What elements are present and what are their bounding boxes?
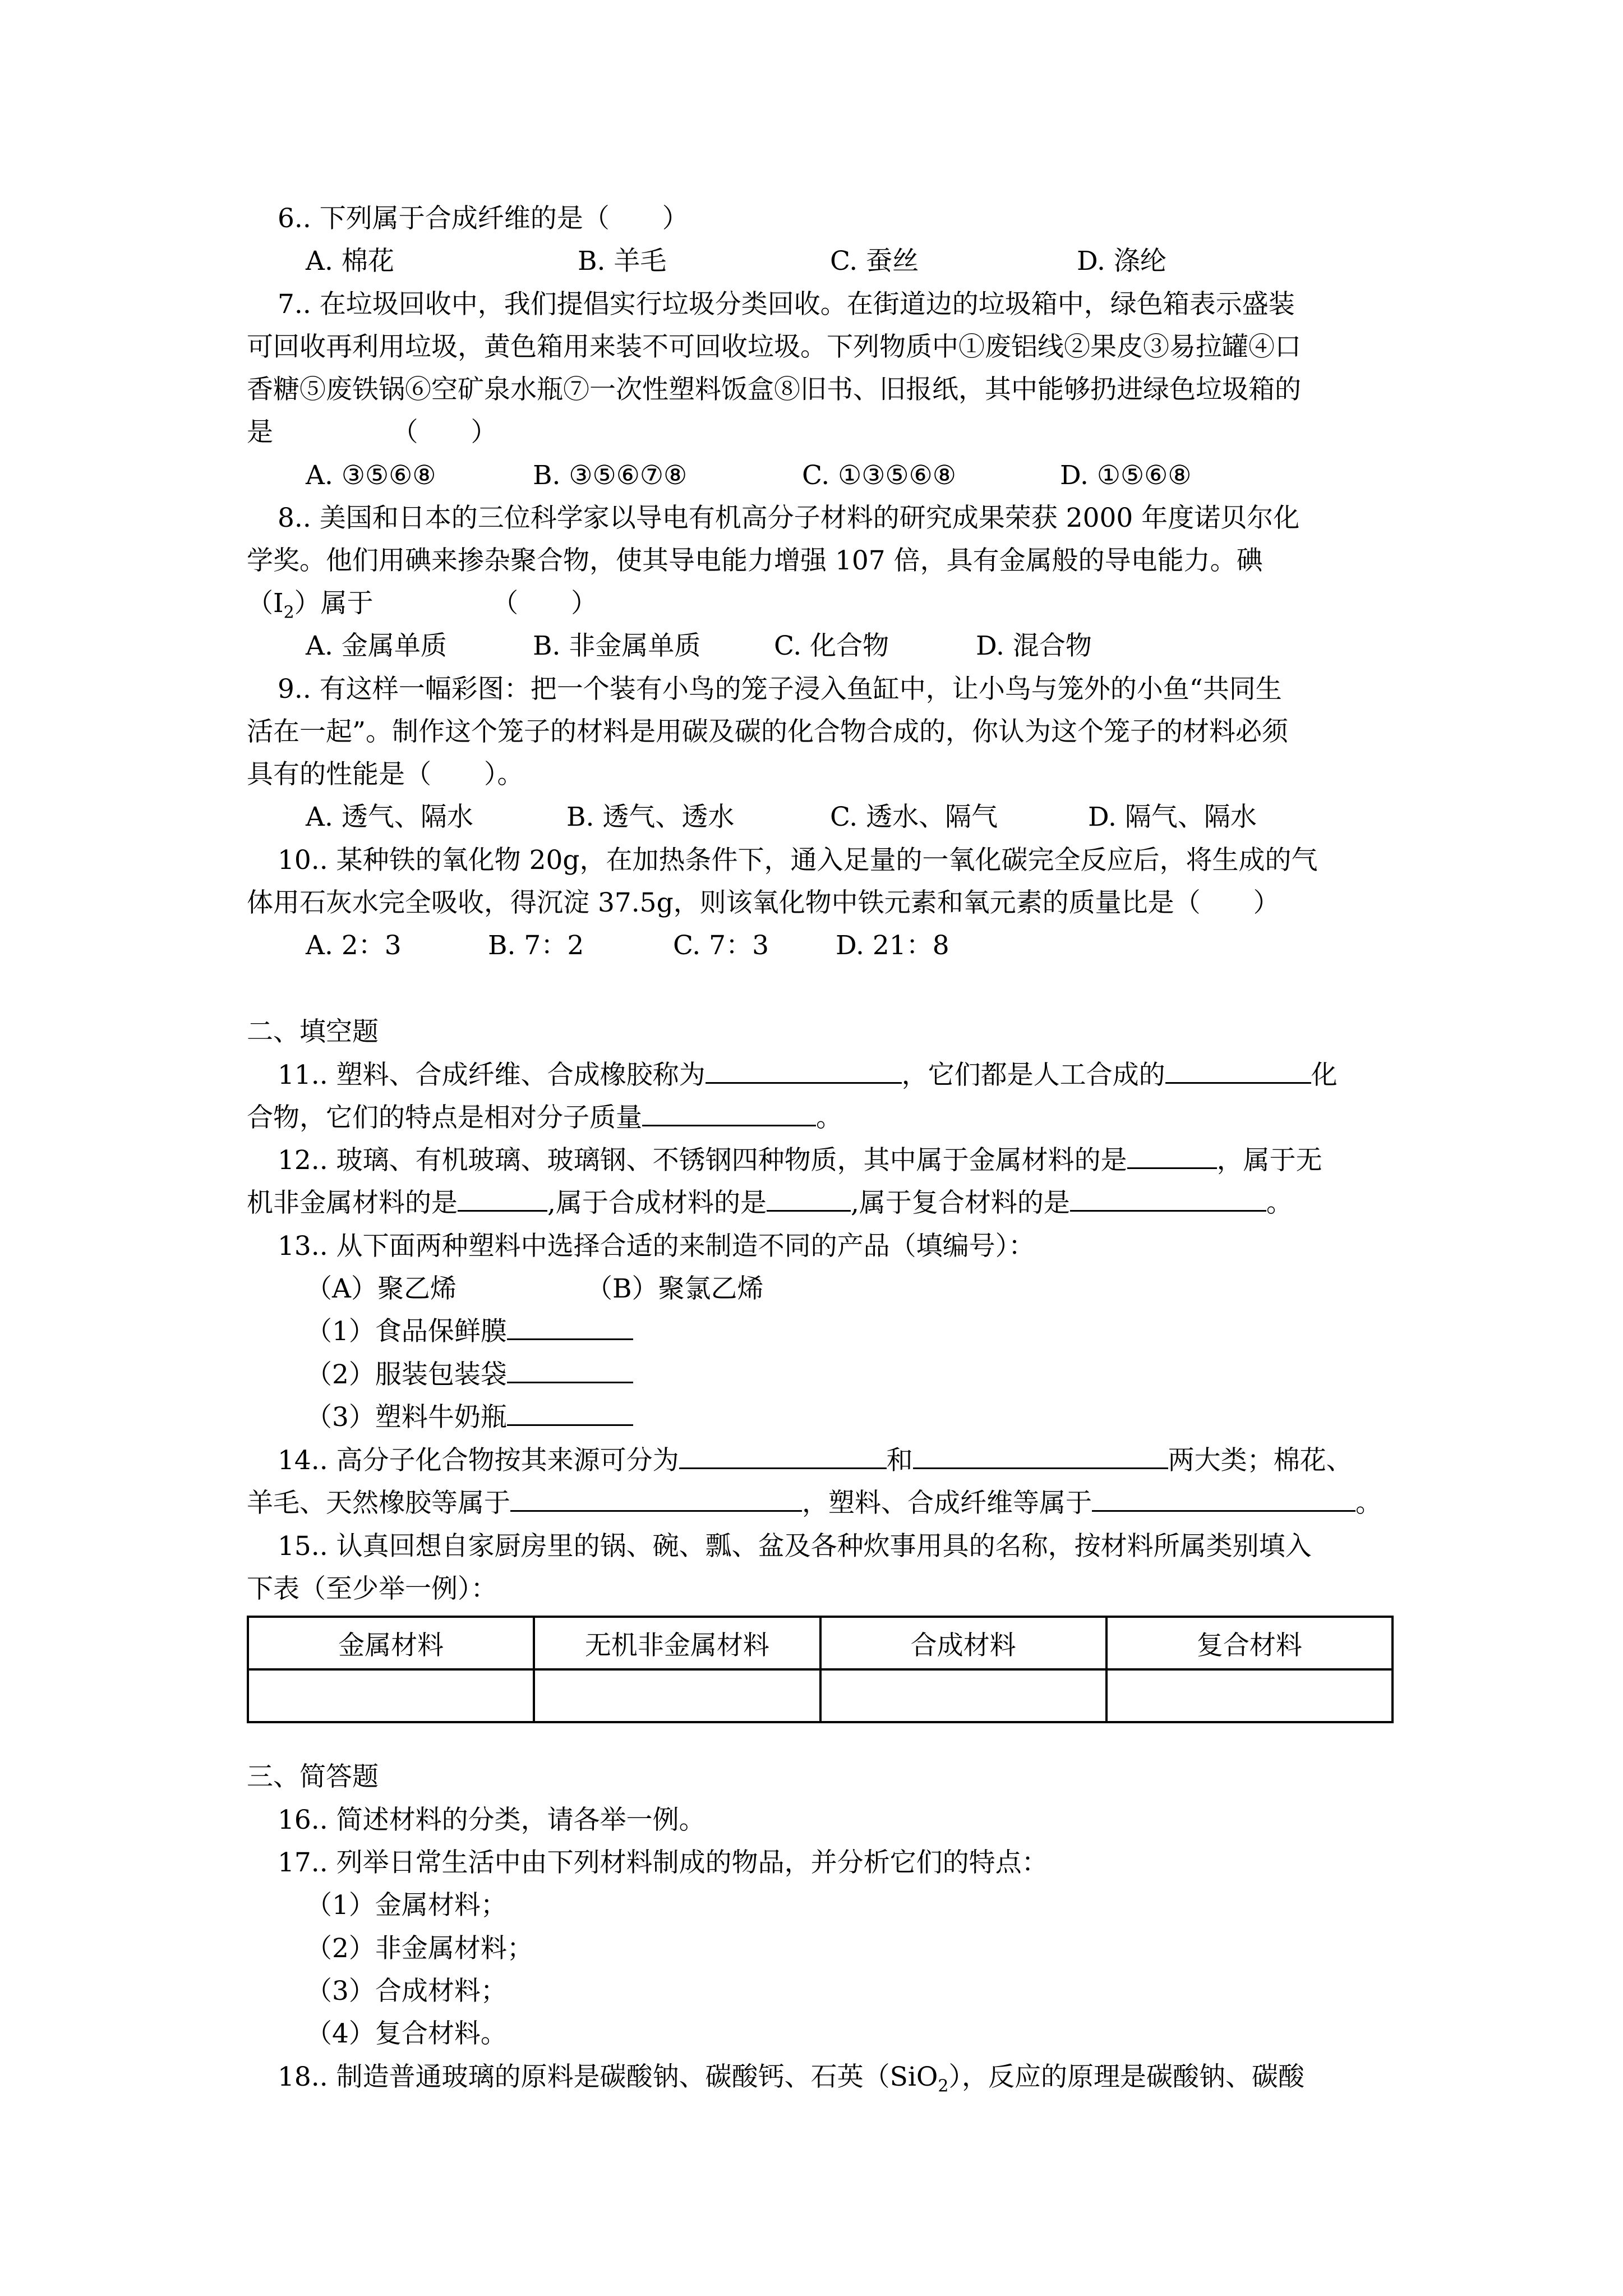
q9-option-d: D. 隔气、隔水 bbox=[1088, 802, 1257, 832]
q12-line-1: 12.. 玻璃、有机玻璃、玻璃钢、不锈钢四种物质，其中属于金属材料的是 ，属于无 bbox=[278, 1139, 1387, 1182]
q18-line-1: 18.. 制造普通玻璃的原料是碳酸钠、碳酸钙、石英（SiO$_2$），反应的原理是碳酸钠、碳酸 bbox=[278, 2062, 1304, 2096]
q7-option-d: D. ①⑤⑥⑧ bbox=[1060, 460, 1192, 491]
q8-option-a: A. 金属单质 bbox=[306, 631, 447, 661]
q16-stem: 16.. 简述材料的分类，请各举一例。 bbox=[278, 1805, 706, 1835]
q14-blank-1[interactable] bbox=[679, 1441, 887, 1469]
q13-blank-1[interactable] bbox=[507, 1312, 633, 1340]
q17-item-1: （1）金属材料； bbox=[306, 1890, 507, 1921]
q13-item-3: （3）塑料牛奶瓶 bbox=[306, 1396, 1387, 1439]
q12-line-2: 机非金属材料的是 ,属于合成材料的是 ,属于复合材料的是 。 bbox=[247, 1182, 1387, 1225]
q14-blank-4[interactable] bbox=[1092, 1483, 1355, 1512]
q15-line-1: 15.. 认真回想自家厨房里的锅、碗、瓢、盆及各种炊事用具的名称，按材料所属类别填入 bbox=[278, 1531, 1312, 1562]
table-cell-metal[interactable] bbox=[248, 1669, 534, 1722]
table-cell-inorganic[interactable] bbox=[534, 1669, 820, 1722]
table-cell-composite[interactable] bbox=[1106, 1669, 1393, 1722]
q8-line-3: $(I_2)$属于 （ ） bbox=[247, 588, 598, 623]
q9-option-c: C. 透水、隔气 bbox=[830, 802, 998, 832]
q8-option-b: B. 非金属单质 bbox=[533, 631, 701, 661]
q11-blank-1[interactable] bbox=[706, 1055, 902, 1084]
q9-line-1: 9.. 有这样一幅彩图：把一个装有小鸟的笼子浸入鱼缸中，让小鸟与笼外的小鱼“共同生 bbox=[278, 674, 1282, 705]
q8-option-c: C. 化合物 bbox=[774, 631, 889, 661]
q12-blank-1[interactable] bbox=[1127, 1140, 1217, 1169]
q9-option-a: A. 透气、隔水 bbox=[306, 802, 473, 832]
table-header-row bbox=[248, 1617, 1393, 1669]
table-answer-row bbox=[248, 1669, 1393, 1722]
q7-option-b: B. ③⑤⑥⑦⑧ bbox=[533, 460, 688, 491]
q7-line-4: 是 （ ） bbox=[247, 417, 497, 448]
q9-option-b: B. 透气、透水 bbox=[566, 802, 735, 832]
q11-line-1: 11.. 塑料、合成纤维、合成橡胶称为 ，它们都是人工合成的 化 bbox=[278, 1054, 1387, 1097]
q10-option-c: C. 7：3 bbox=[673, 930, 769, 961]
table-header-synthetic: 合成材料 bbox=[820, 1617, 1106, 1669]
q7-line-3: 香糖⑤废铁锅⑥空矿泉水瓶⑦一次性塑料饭盒⑧旧书、旧报纸，其中能够扔进绿色垃圾箱的 bbox=[247, 374, 1301, 405]
q9-line-3: 具有的性能是（ ）。 bbox=[247, 759, 524, 790]
q17-item-2: （2）非金属材料； bbox=[306, 1933, 533, 1964]
q8-line-1: 8.. 美国和日本的三位科学家以导电有机高分子材料的研究成果荣获 2000 年度诺贝尔化 bbox=[278, 503, 1300, 533]
q11-blank-3[interactable] bbox=[642, 1098, 816, 1126]
q7-line-2: 可回收再利用垃圾，黄色箱用来装不可回收垃圾。下列物质中①废铝线②果皮③易拉罐④口 bbox=[247, 332, 1301, 362]
q14-blank-3[interactable] bbox=[510, 1483, 802, 1512]
q14-blank-2[interactable] bbox=[913, 1441, 1168, 1469]
q6-option-d: D. 涤纶 bbox=[1077, 246, 1166, 277]
q13-choice-a: （A）聚乙烯 bbox=[306, 1273, 457, 1304]
q13-item-2: （2）服装包装袋 bbox=[306, 1354, 1387, 1396]
q8-option-d: D. 混合物 bbox=[976, 631, 1092, 661]
material-table bbox=[247, 1616, 1394, 1723]
q15-line-2: 下表（至少举一例）： bbox=[247, 1573, 497, 1604]
q6-option-b: B. 羊毛 bbox=[578, 246, 667, 277]
q14-line-2: 羊毛、天然橡胶等属于 ，塑料、合成纤维等属于 。 bbox=[247, 1482, 1387, 1525]
q12-blank-3[interactable] bbox=[767, 1183, 851, 1212]
q8-line-2: 学奖。他们用碘来掺杂聚合物，使其导电能力增强 107 倍，具有金属般的导电能力。碘 bbox=[247, 545, 1263, 576]
table-header-composite: 复合材料 bbox=[1106, 1617, 1393, 1669]
q13-blank-2[interactable] bbox=[507, 1355, 633, 1383]
table-header-inorganic: 无机非金属材料 bbox=[534, 1617, 820, 1669]
table-header-metal: 金属材料 bbox=[248, 1617, 534, 1669]
q6-option-c: C. 蚕丝 bbox=[830, 246, 919, 277]
q7-line-1: 7.. 在垃圾回收中，我们提倡实行垃圾分类回收。在街道边的垃圾箱中，绿色箱表示盛装 bbox=[278, 289, 1295, 320]
q13-item-1: （1）食品保鲜膜 bbox=[306, 1310, 1387, 1353]
q12-blank-2[interactable] bbox=[458, 1183, 547, 1212]
q10-line-1: 10.. 某种铁的氧化物 20g，在加热条件下，通入足量的一氧化碳完全反应后，将生成的气 bbox=[278, 845, 1318, 876]
q10-option-d: D. 21：8 bbox=[836, 930, 949, 961]
section-fill-in-title: 二、填空题 bbox=[247, 1016, 379, 1047]
section-short-answer-title: 三、简答题 bbox=[247, 1761, 379, 1792]
q7-option-a: A. ③⑤⑥⑧ bbox=[306, 460, 436, 491]
q13-blank-3[interactable] bbox=[507, 1397, 633, 1426]
q17-item-4: （4）复合材料。 bbox=[306, 2018, 507, 2049]
q9-line-2: 活在一起”。制作这个笼子的材料是用碳及碳的化合物合成的，你认为这个笼子的材料必须 bbox=[247, 716, 1289, 747]
q7-option-c: C. ①③⑤⑥⑧ bbox=[802, 460, 956, 491]
q10-line-2: 体用石灰水完全吸收，得沉淀 37.5g，则该氧化物中铁元素和氧元素的质量比是（ ） bbox=[247, 887, 1280, 918]
q17-item-3: （3）合成材料； bbox=[306, 1976, 507, 2007]
q12-blank-4[interactable] bbox=[1070, 1183, 1266, 1212]
q10-option-b: B. 7：2 bbox=[488, 930, 584, 961]
q11-blank-2[interactable] bbox=[1165, 1055, 1311, 1084]
q14-line-1: 14.. 高分子化合物按其来源可分为 和 两大类；棉花、 bbox=[278, 1439, 1387, 1482]
q13-stem: 13.. 从下面两种塑料中选择合适的来制造不同的产品（填编号）： bbox=[278, 1231, 1035, 1262]
q13-choice-b: （B）聚氯乙烯 bbox=[586, 1273, 764, 1304]
q6-option-a: A. 棉花 bbox=[306, 246, 394, 277]
q17-stem: 17.. 列举日常生活中由下列材料制成的物品，并分析它们的特点： bbox=[278, 1847, 1048, 1878]
q11-line-2: 合物，它们的特点是相对分子质量 。 bbox=[247, 1097, 1387, 1139]
q6-stem: 6.. 下列属于合成纤维的是（ ） bbox=[278, 203, 689, 234]
table-cell-synthetic[interactable] bbox=[820, 1669, 1106, 1722]
q10-option-a: A. 2：3 bbox=[306, 930, 402, 961]
